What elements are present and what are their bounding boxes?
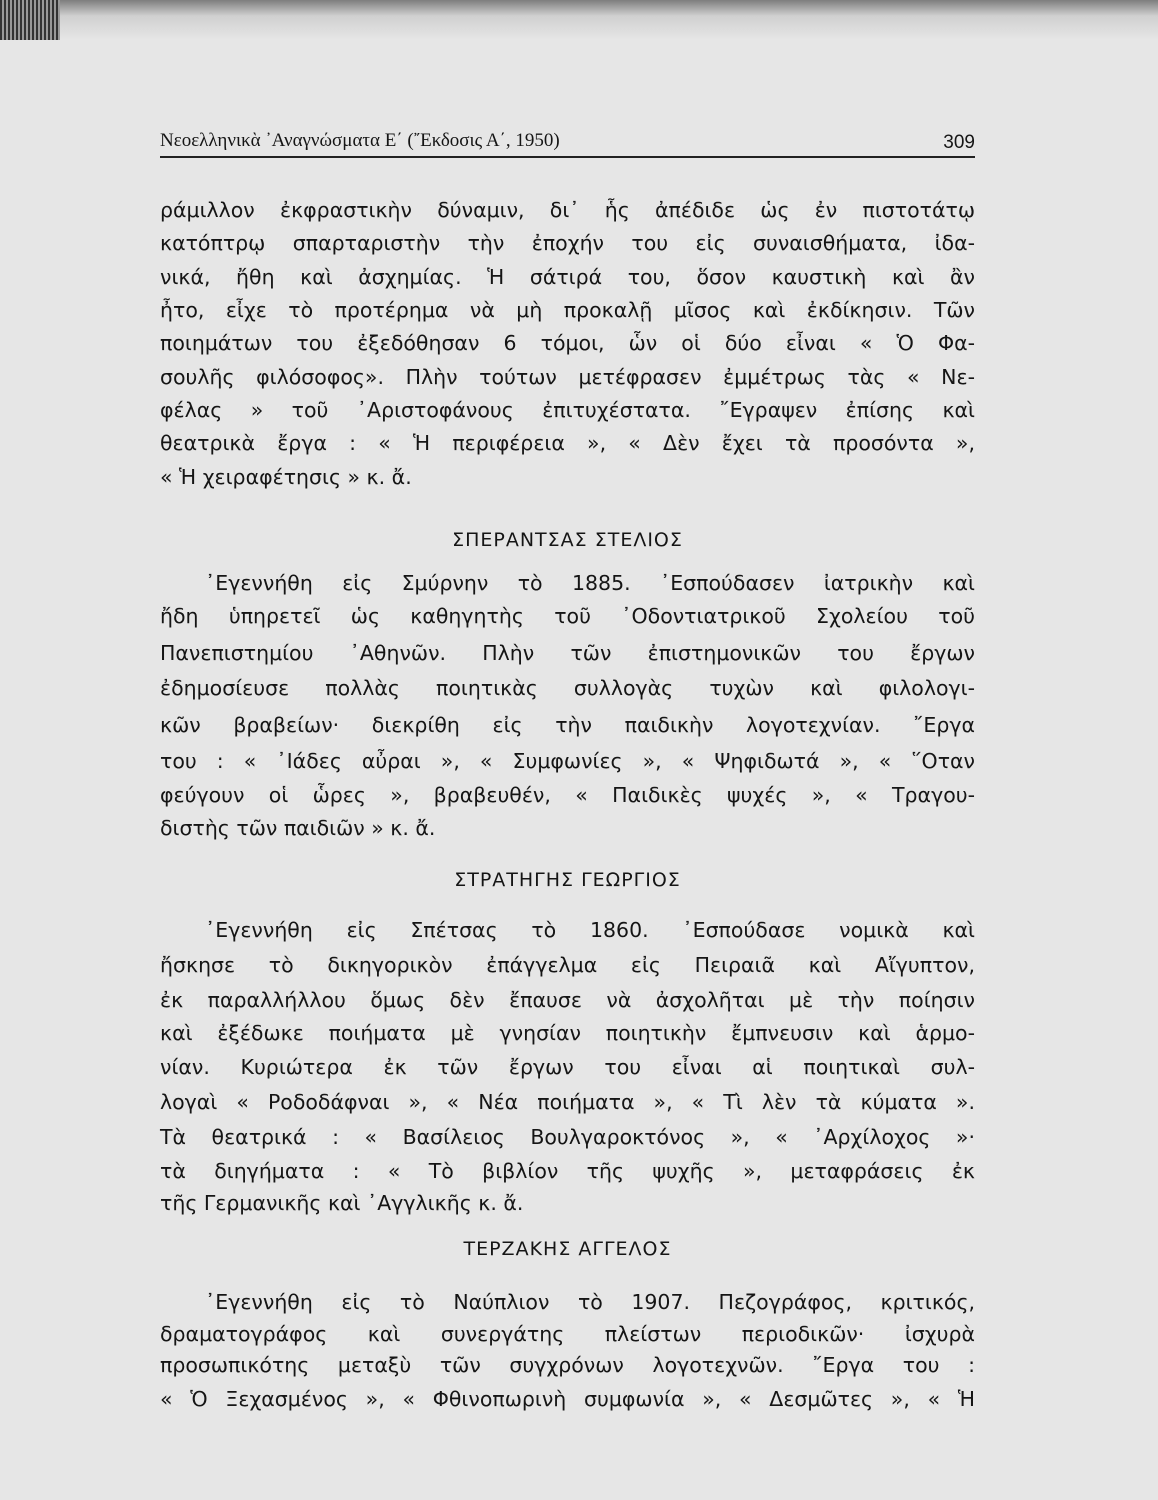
text-line: ἐκ παραλλήλλου ὅμως δὲν ἔπαυσε νὰ ἀσχολῆται μὲ τὴν ποίησιν bbox=[160, 988, 975, 1012]
text-line: θεατρικὰ ἔργα : « Ἡ περιφέρεια », « Δὲν ἔχει τὰ προσόντα », bbox=[160, 431, 975, 455]
page-number: 309 bbox=[943, 132, 975, 153]
text-line: φέλας » τοῦ ᾿Αριστοφάνους ἐπιτυχέστατα. ῎Εγραψεν ἐπίσης καὶ bbox=[160, 398, 975, 422]
text-line: ᾿Εγεννήθη εἰς Σπέτσας τὸ 1860. ᾿Εσπούδασε νομικὰ καὶ bbox=[205, 918, 975, 942]
text-line: καὶ ἐξέδωκε ποιήματα μὲ γνησίαν ποιητικὴν ἔμπνευσιν καὶ ἁρμο- bbox=[160, 1021, 975, 1045]
text-line: ᾿Εγεννήθη εἰς Σμύρνην τὸ 1885. ᾿Εσπούδασεν ἰατρικὴν καὶ bbox=[205, 571, 975, 595]
section-heading: ΤΕΡΖΑΚΗΣ ΑΓΓΕΛΟΣ bbox=[463, 1238, 672, 1260]
text-line: ἦτο, εἶχε τὸ προτέρημα νὰ μὴ προκαλῇ μῖσος καὶ ἐκδίκησιν. Τῶν bbox=[160, 298, 975, 322]
text-line: Πανεπιστημίου ᾿Αθηνῶν. Πλὴν τῶν ἐπιστημονικῶν του ἔργων bbox=[160, 641, 975, 665]
text-line: κατόπτρῳ σπαρταριστὴν τὴν ἐποχήν του εἰς συναισθήματα, ἰδα- bbox=[160, 231, 975, 255]
text-line: « Ἡ χειραφέτησις » κ. ἄ. bbox=[160, 465, 412, 489]
text-line: σουλῆς φιλόσοφος». Πλὴν τούτων μετέφρασεν ἐμμέτρως τὰς « Νε- bbox=[160, 365, 975, 389]
text-line: ποιημάτων του ἐξεδόθησαν 6 τόμοι, ὧν οἱ δύο εἶναι « Ὁ Φα- bbox=[160, 331, 975, 355]
section-heading: ΣΠΕΡΑΝΤΣΑΣ ΣΤΕΛΙΟΣ bbox=[452, 529, 683, 551]
running-title: Νεοελληνικὰ ᾿Αναγνώσματα Ε΄ (῎Εκδοσις Α΄, 1950) bbox=[160, 130, 560, 151]
text-line: διστὴς τῶν παιδιῶν » κ. ἄ. bbox=[160, 816, 436, 840]
book-binding-edge bbox=[0, 0, 60, 40]
text-line: νικά, ἤθη καὶ ἀσχημίας. Ἡ σάτιρά του, ὅσον καυστικὴ καὶ ἂν bbox=[160, 265, 975, 289]
running-header bbox=[160, 128, 975, 158]
text-line: « Ὁ Ξεχασμένος », « Φθινοπωρινὴ συμφωνία », « Δεσμῶτες », « Ἡ bbox=[160, 1387, 975, 1411]
text-line: τῆς Γερμανικῆς καὶ ᾿Αγγλικῆς κ. ἄ. bbox=[160, 1191, 524, 1215]
text-line: ράμιλλον ἐκφραστικὴν δύναμιν, δι᾿ ἧς ἀπέδιδε ὡς ἐν πιστοτάτῳ bbox=[160, 198, 975, 222]
text-line: ἤσκησε τὸ δικηγορικὸν ἐπάγγελμα εἰς Πειραιᾶ καὶ Αἴγυπτον, bbox=[160, 953, 975, 977]
section-heading: ΣΤΡΑΤΗΓΗΣ ΓΕΩΡΓΙΟΣ bbox=[454, 869, 681, 891]
text-line: ἤδη ὑπηρετεῖ ὡς καθηγητὴς τοῦ ᾿Οδοντιατρικοῦ Σχολείου τοῦ bbox=[160, 604, 975, 628]
text-line: ἐδημοσίευσε πολλὰς ποιητικὰς συλλογὰς τυχὼν καὶ φιλολογι- bbox=[160, 676, 975, 700]
text-line: λογαὶ « Ροδοδάφναι », « Νέα ποιήματα », « Τὶ λὲν τὰ κύματα ». bbox=[160, 1090, 975, 1114]
text-line: του : « ᾿Ιάδες αὖραι », « Συμφωνίες », « Ψηφιδωτά », « ῞Οταν bbox=[160, 749, 975, 773]
text-line: νίαν. Κυριώτερα ἐκ τῶν ἔργων του εἶναι αἱ ποιητικαὶ συλ- bbox=[160, 1055, 975, 1079]
text-line: φεύγουν οἱ ὧρες », βραβευθέν, « Παιδικὲς ψυχές », « Τραγου- bbox=[160, 783, 975, 807]
text-line: ᾿Εγεννήθη εἰς τὸ Ναύπλιον τὸ 1907. Πεζογράφος, κριτικός, bbox=[205, 1290, 975, 1314]
text-line: δραματογράφος καὶ συνεργάτης πλείστων περιοδικῶν· ἰσχυρὰ bbox=[160, 1322, 975, 1346]
text-line: Τὰ θεατρικά : « Βασίλειος Βουλγαροκτόνος », « ᾿Αρχίλοχος »· bbox=[160, 1125, 975, 1149]
text-line: τὰ διηγήματα : « Τὸ βιβλίον τῆς ψυχῆς », μεταφράσεις ἐκ bbox=[160, 1159, 975, 1183]
scan-top-edge bbox=[0, 0, 1158, 40]
text-line: κῶν βραβείων· διεκρίθη εἰς τὴν παιδικὴν λογοτεχνίαν. ῎Εργα bbox=[160, 713, 975, 737]
text-line: προσωπικότης μεταξὺ τῶν συγχρόνων λογοτεχνῶν. ῎Εργα του : bbox=[160, 1353, 975, 1377]
